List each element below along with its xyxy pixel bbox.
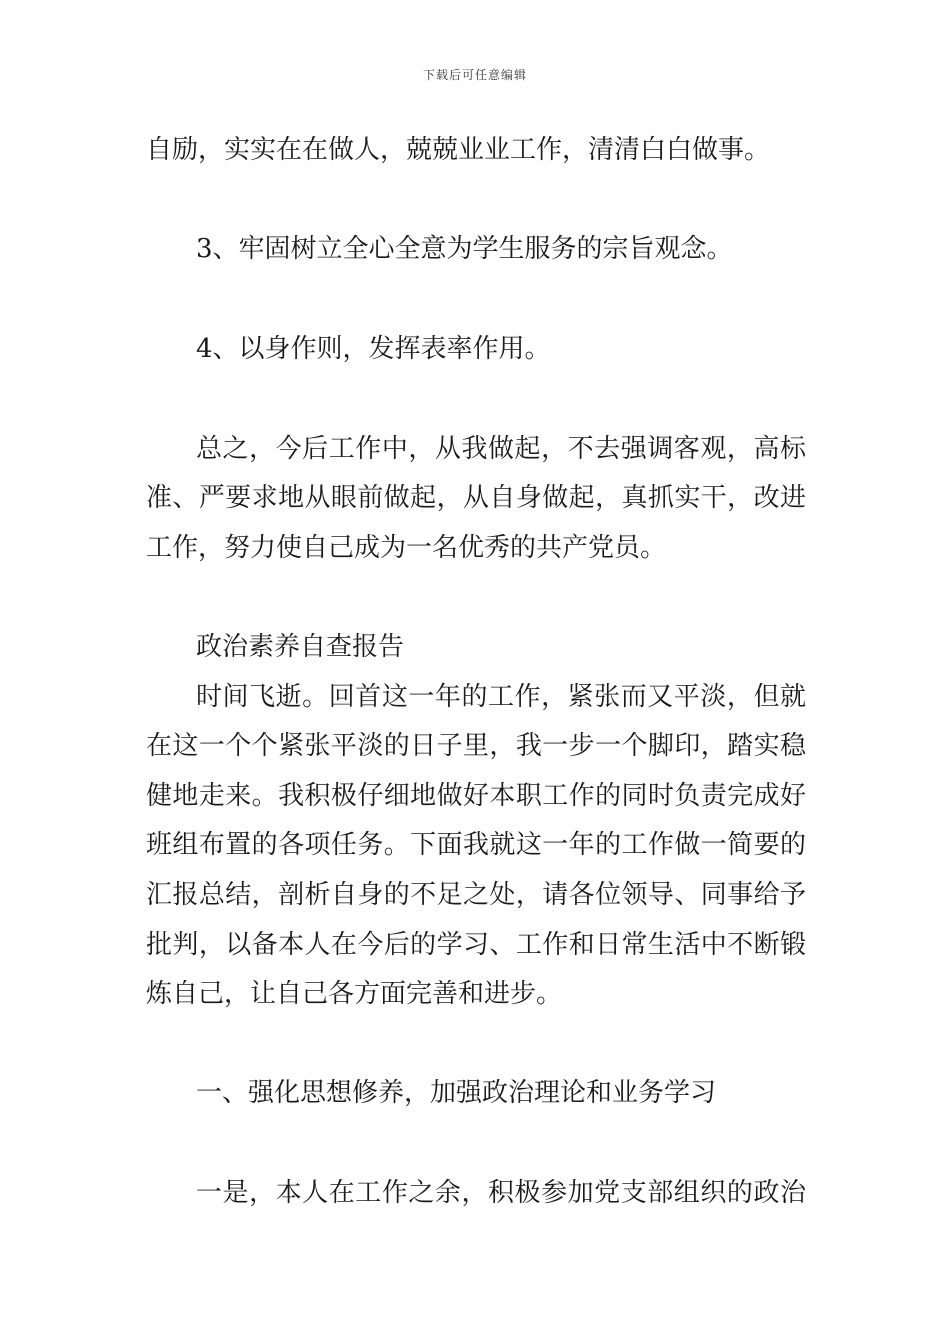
paragraph-line: 准、严要求地从眼前做起，从自身做起，真抓实干，改进 <box>146 483 806 513</box>
paragraph-line: 汇报总结，剖析自身的不足之处，请各位领导、同事给予 <box>146 880 806 910</box>
list-item-4: 4、以身作则，发挥表率作用。 <box>196 334 551 364</box>
paragraph-line: 批判，以备本人在今后的学习、工作和日常生活中不断锻 <box>146 930 806 960</box>
paragraph-line: 健地走来。我积极仔细地做好本职工作的同时负责完成好 <box>146 781 806 811</box>
paragraph-line: 总之，今后工作中，从我做起，不去强调客观，高标 <box>196 434 806 464</box>
paragraph-line: 工作，努力使自己成为一名优秀的共产党员。 <box>146 533 667 563</box>
page-header-note: 下载后可任意编辑 <box>422 68 527 82</box>
paragraph-line: 炼自己，让自己各方面完善和进步。 <box>146 979 563 1009</box>
paragraph-line: 时间飞逝。回首这一年的工作，紧张而又平淡，但就 <box>196 682 806 712</box>
paragraph-line: 自励，实实在在做人，兢兢业业工作，清清白白做事。 <box>146 135 771 165</box>
section-heading: 一、强化思想修养，加强政治理论和业务学习 <box>196 1078 717 1108</box>
paragraph-line: 一是，本人在工作之余，积极参加党支部组织的政治 <box>196 1178 806 1208</box>
section-title: 政治素养自查报告 <box>196 632 405 662</box>
paragraph-line: 在这一个个紧张平淡的日子里，我一步一个脚印，踏实稳 <box>146 731 806 761</box>
list-item-3: 3、牢固树立全心全意为学生服务的宗旨观念。 <box>196 234 733 264</box>
paragraph-line: 班组布置的各项任务。下面我就这一年的工作做一简要的 <box>146 830 806 860</box>
